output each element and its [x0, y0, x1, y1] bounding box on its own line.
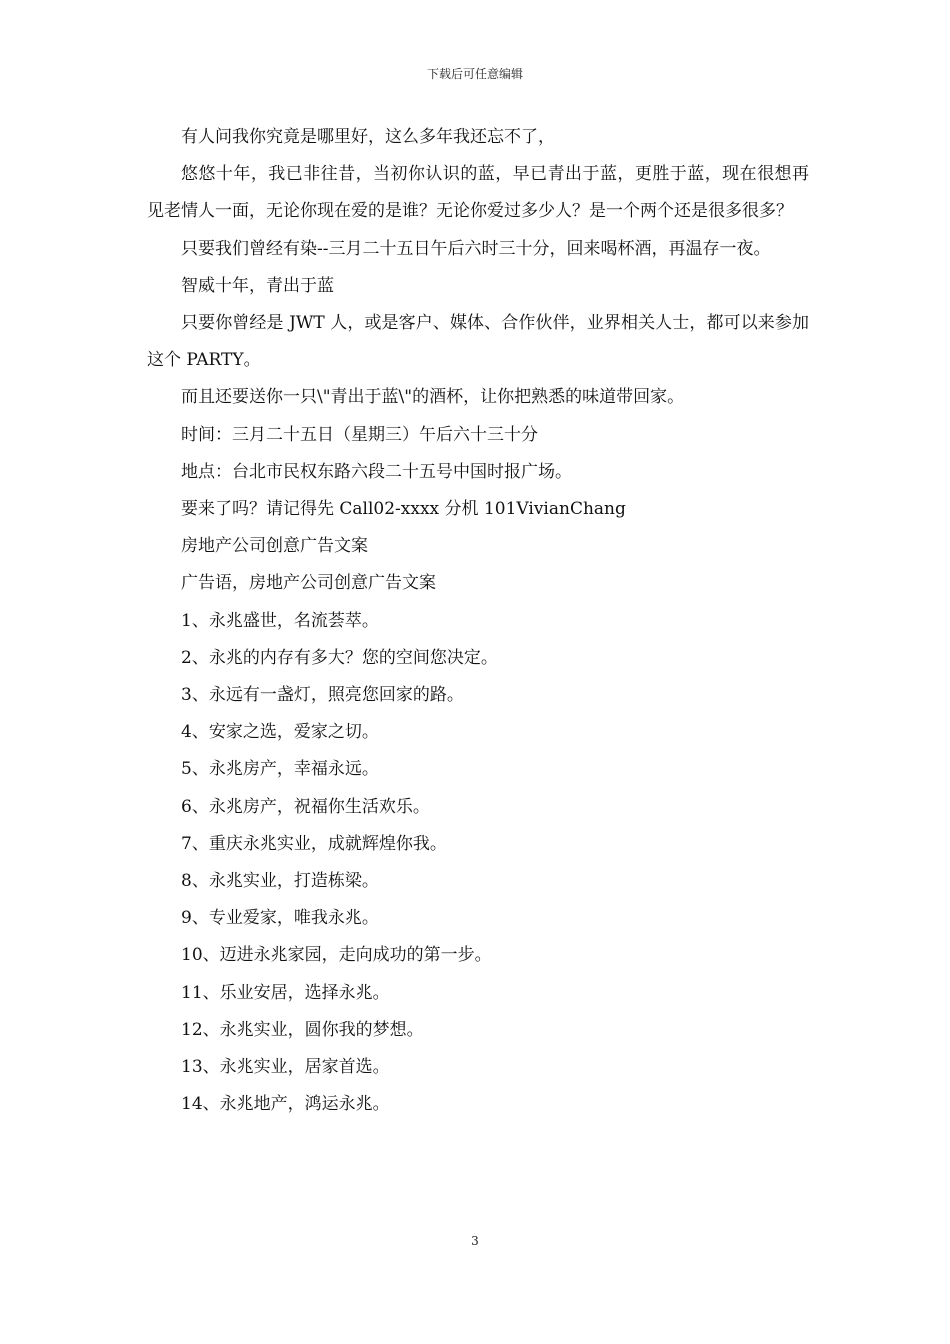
page-header: 下载后可任意编辑	[426, 67, 523, 81]
list-item-8: 8、永兆实业，打造栋梁。	[181, 871, 379, 892]
paragraph-3: 只要我们曾经有染--三月二十五日午后六时三十分，回来喝杯酒，再温存一夜。	[181, 238, 771, 259]
list-item-5: 5、永兆房产，幸福永远。	[181, 759, 379, 780]
list-item-10: 10、迈进永兆家园，走向成功的第一步。	[181, 945, 492, 966]
document-body	[147, 119, 809, 1123]
list-item-12: 12、永兆实业，圆你我的梦想。	[181, 1019, 424, 1040]
paragraph-7: 时间：三月二十五日（星期三）午后六十三十分	[181, 424, 538, 445]
paragraph-5: 只要你曾经是 JWT 人，或是客户、媒体、合作伙伴，业界相关人士，都可以来参加这个 PARTY。	[147, 313, 809, 371]
list-item-14: 14、永兆地产，鸿运永兆。	[181, 1094, 390, 1115]
paragraph-2: 悠悠十年，我已非往昔，当初你认识的蓝，早已青出于蓝，更胜于蓝，现在很想再见老情人一面，无论你现在爱的是谁？无论你爱过多少人？是一个两个还是很多很多？	[147, 164, 809, 222]
list-item-6: 6、永兆房产，祝福你生活欢乐。	[181, 796, 430, 817]
paragraph-9: 要来了吗？请记得先 Call02-xxxx 分机 101VivianChang	[181, 499, 626, 520]
list-item-3: 3、永远有一盏灯，照亮您回家的路。	[181, 685, 464, 706]
list-item-1: 1、永兆盛世，名流荟萃。	[181, 610, 379, 631]
list-item-4: 4、安家之选，爱家之切。	[181, 722, 379, 743]
page-number: 3	[471, 1234, 479, 1248]
list-item-13: 13、永兆实业，居家首选。	[181, 1057, 390, 1078]
list-item-9: 9、专业爱家，唯我永兆。	[181, 908, 379, 929]
paragraph-4: 智威十年，青出于蓝	[181, 275, 334, 296]
list-item-11: 11、乐业安居，选择永兆。	[181, 982, 390, 1003]
list-item-7: 7、重庆永兆实业，成就辉煌你我。	[181, 833, 447, 854]
paragraph-8: 地点：台北市民权东路六段二十五号中国时报广场。	[181, 461, 572, 482]
paragraph-6: 而且还要送你一只\"青出于蓝\"的酒杯，让你把熟悉的味道带回家。	[181, 387, 685, 408]
paragraph-11: 广告语，房地产公司创意广告文案	[181, 573, 436, 594]
paragraph-1: 有人问我你究竟是哪里好，这么多年我还忘不了，	[181, 127, 555, 147]
paragraph-10: 房地产公司创意广告文案	[181, 536, 368, 557]
list-item-2: 2、永兆的内存有多大？您的空间您决定。	[181, 647, 498, 668]
